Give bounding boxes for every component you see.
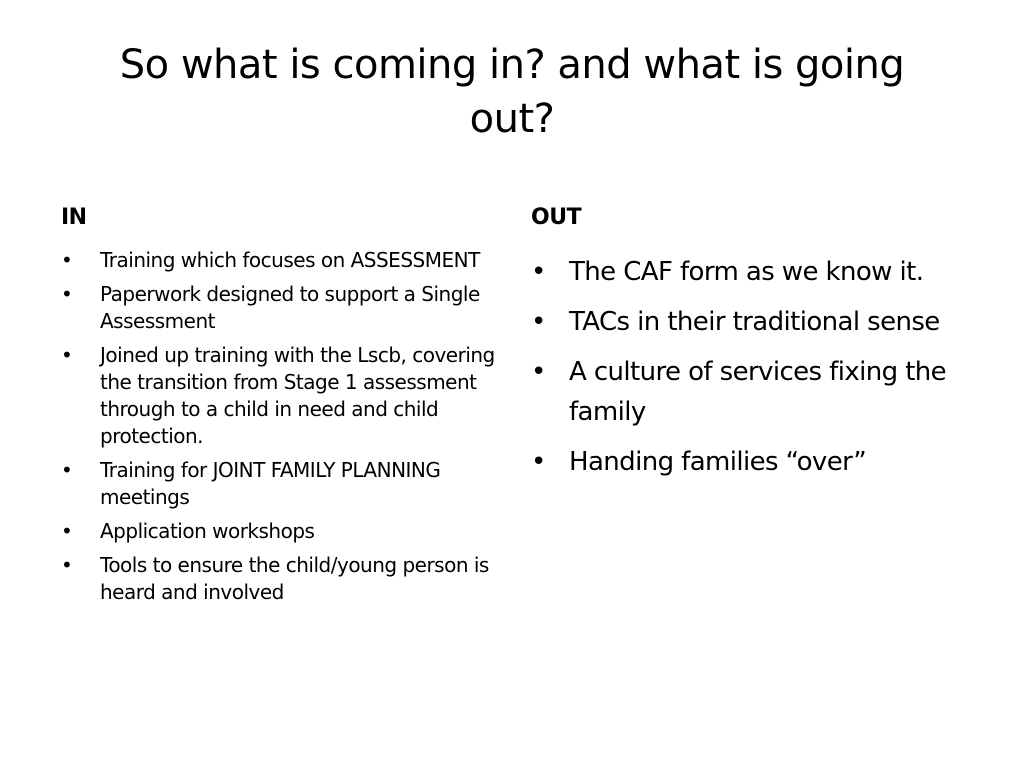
in-item-text: Application workshops — [100, 519, 315, 543]
out-item-text: TACs in their traditional sense — [569, 307, 940, 337]
in-item-text: Training which focuses on ASSESSMENT — [100, 248, 480, 272]
out-heading: OUT — [531, 205, 582, 230]
out-item-text: Handing families “over” — [569, 447, 867, 477]
bullet-icon: • — [531, 307, 546, 337]
in-list-item — [61, 552, 511, 606]
in-item-text: Joined up training with the Lscb, covering the transition from Stage 1 assessment through to a child in need and child protection. — [100, 343, 495, 448]
in-item-text: Tools to ensure the child/young person is heard and involved — [100, 553, 489, 604]
out-list-item — [531, 302, 1001, 342]
out-list-item — [531, 352, 1001, 432]
bullet-icon: • — [531, 447, 546, 477]
in-list-item — [61, 342, 511, 450]
out-item-text: The CAF form as we know it. — [569, 257, 924, 287]
in-item-text: Training for JOINT FAMILY PLANNING meetings — [100, 458, 441, 509]
bullet-icon: • — [61, 282, 73, 306]
bullet-icon: • — [531, 357, 546, 387]
in-list-item — [61, 518, 511, 545]
in-item-text: Paperwork designed to support a Single Assessment — [100, 282, 480, 333]
in-bullet-list — [61, 247, 511, 613]
bullet-icon: • — [61, 248, 73, 272]
out-item-text: A culture of services fixing the family — [569, 357, 947, 427]
bullet-icon: • — [61, 553, 73, 577]
in-list-item — [61, 247, 511, 274]
slide-title: So what is coming in? and what is going out? — [119, 42, 905, 142]
out-bullet-list — [531, 252, 1001, 492]
in-list-item — [61, 457, 511, 511]
bullet-icon: • — [61, 343, 73, 367]
bullet-icon: • — [61, 519, 73, 543]
in-list-item — [61, 281, 511, 335]
bullet-icon: • — [531, 257, 546, 287]
out-list-item — [531, 442, 1001, 482]
bullet-icon: • — [61, 458, 73, 482]
in-heading: IN — [61, 205, 87, 230]
out-list-item — [531, 252, 1001, 292]
